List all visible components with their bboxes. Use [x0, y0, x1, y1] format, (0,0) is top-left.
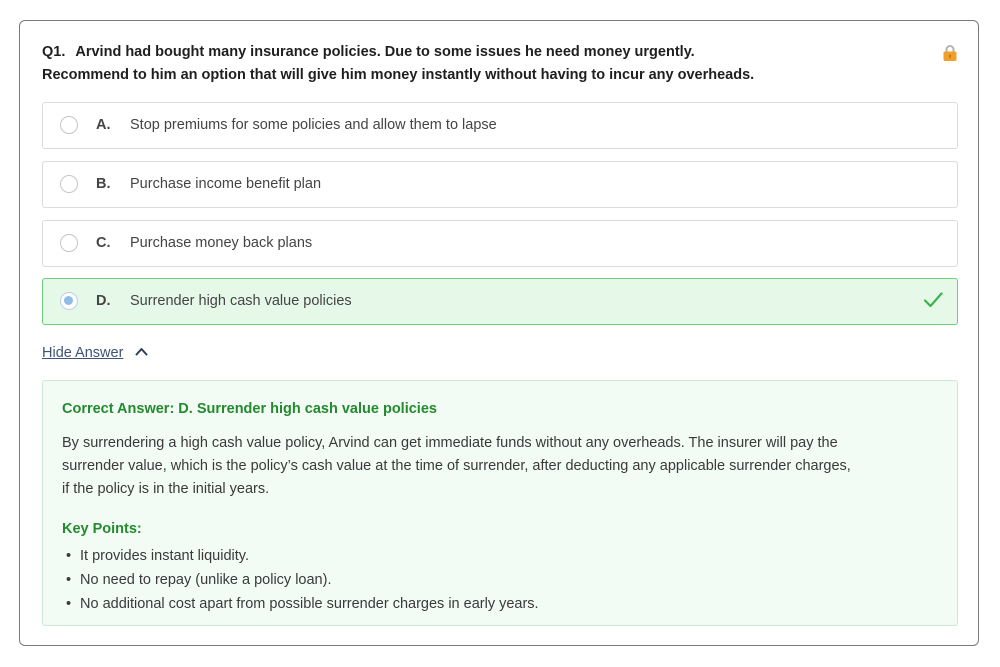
- key-point-item: • No need to repay (unlike a policy loan).: [62, 568, 539, 592]
- hide-answer-label[interactable]: Hide Answer: [42, 345, 124, 361]
- explanation-text: [62, 432, 942, 501]
- key-point-item: • No additional cost apart from possible surrender charges in early years.: [62, 592, 539, 616]
- explanation-line: surrender value, which is the policy’s cash value at the time of surrender, after deducting any applicable surrender charges,: [62, 458, 851, 474]
- question-card: [19, 20, 979, 646]
- question-text: [42, 41, 922, 87]
- option-b[interactable]: [42, 161, 958, 208]
- checkmark-icon: [923, 290, 943, 310]
- option-text: Purchase money back plans: [130, 235, 313, 251]
- bullet: •: [66, 572, 72, 588]
- key-points-title: Key Points:: [62, 521, 142, 537]
- option-letter: A.: [96, 117, 111, 133]
- question-line-1: Q1. Arvind had bought many insurance policies. Due to some issues he need money urgently.: [42, 44, 695, 60]
- radio-button[interactable]: [60, 234, 78, 252]
- radio-button[interactable]: [60, 116, 78, 134]
- key-point-item: • It provides instant liquidity.: [62, 544, 539, 568]
- lock-icon: [942, 44, 958, 62]
- option-d[interactable]: [42, 278, 958, 325]
- option-c[interactable]: [42, 220, 958, 267]
- option-letter: C.: [96, 235, 111, 251]
- explanation-line: By surrendering a high cash value policy, Arvind can get immediate funds without any overheads. The insurer will pay the: [62, 435, 838, 451]
- option-letter: B.: [96, 176, 111, 192]
- bullet: •: [66, 548, 72, 564]
- correct-answer-title: Correct Answer: D. Surrender high cash value policies: [62, 401, 437, 417]
- radio-button-selected[interactable]: [60, 292, 78, 310]
- bullet: •: [66, 596, 72, 612]
- chevron-up-icon[interactable]: [135, 347, 148, 356]
- option-text: Surrender high cash value policies: [130, 293, 352, 309]
- radio-button[interactable]: [60, 175, 78, 193]
- option-text: Purchase income benefit plan: [130, 176, 322, 192]
- hide-answer-toggle[interactable]: [42, 345, 148, 361]
- question-line-2: Recommend to him an option that will give him money instantly without having to incur any overheads.: [42, 67, 755, 83]
- question-number: Q1.: [42, 44, 66, 60]
- option-letter: D.: [96, 293, 111, 309]
- option-text: Stop premiums for some policies and allow them to lapse: [130, 117, 497, 133]
- answer-explanation-panel: [42, 380, 958, 626]
- explanation-line: if the policy is in the initial years.: [62, 481, 270, 497]
- key-points-list: [62, 544, 539, 616]
- option-a[interactable]: [42, 102, 958, 149]
